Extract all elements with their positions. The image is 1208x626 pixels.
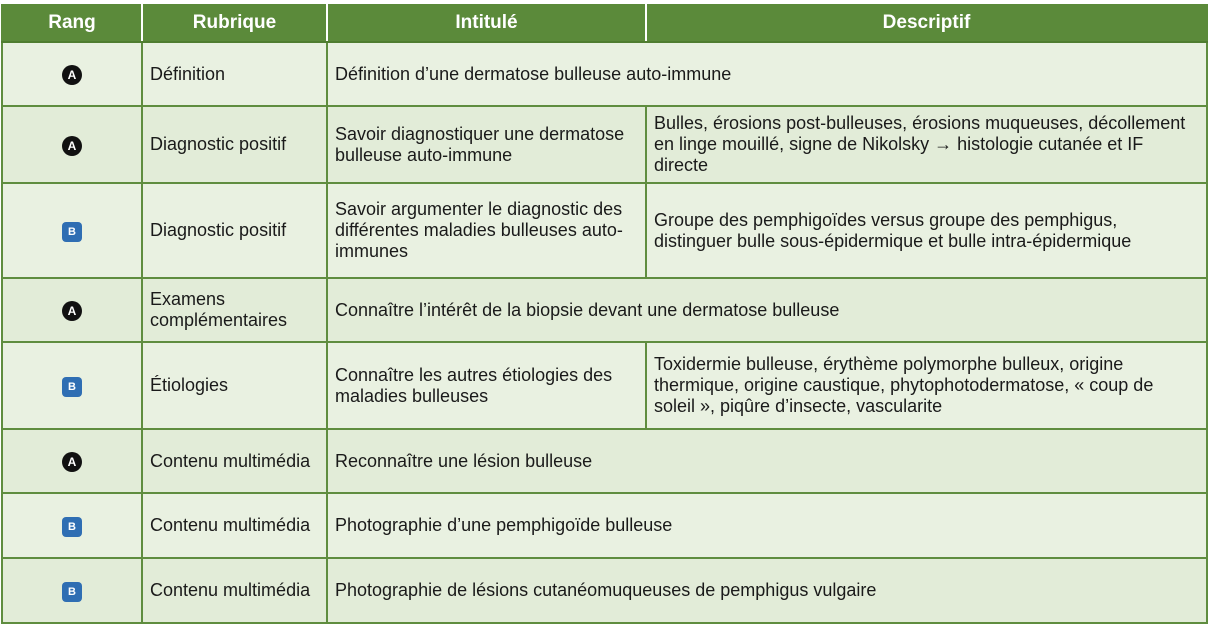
- rang-cell: [2, 183, 142, 278]
- table-row: [2, 106, 1207, 183]
- table-row: [2, 342, 1207, 429]
- table-row: [2, 183, 1207, 278]
- rubrique-cell: Examens complémentaires: [142, 278, 327, 342]
- descriptif-cell: Toxidermie bulleuse, érythème polymorphe bulleux, origine thermique, origine caustique, phytophotodermatose, « coup de soleil », piqûre d’insecte, vascularite: [646, 342, 1207, 429]
- rank-b-square-icon: B: [62, 377, 82, 397]
- rang-cell: [2, 106, 142, 183]
- table-row: [2, 493, 1207, 558]
- rang-cell: [2, 493, 142, 558]
- header-intitule: Intitulé: [327, 4, 646, 42]
- rank-b-square-icon: B: [62, 582, 82, 602]
- rubrique-cell: Définition: [142, 42, 327, 106]
- intitule-cell: Définition d’une dermatose bulleuse auto-immune: [327, 42, 1207, 106]
- header-row: [2, 4, 1207, 42]
- table-row: [2, 278, 1207, 342]
- rang-cell: [2, 342, 142, 429]
- rang-cell: [2, 42, 142, 106]
- rank-b-square-icon: B: [62, 222, 82, 242]
- table-row: [2, 429, 1207, 493]
- table-row: [2, 42, 1207, 106]
- rubrique-cell: Diagnostic positif: [142, 106, 327, 183]
- rank-a-circle-icon: A: [62, 65, 82, 85]
- header-descriptif: Descriptif: [646, 4, 1207, 42]
- rank-a-circle-icon: A: [62, 136, 82, 156]
- objectives-table: [1, 4, 1208, 624]
- rubrique-cell: Étiologies: [142, 342, 327, 429]
- table-body: [2, 42, 1207, 623]
- intitule-cell: Savoir diagnostiquer une dermatose bulleuse auto-immune: [327, 106, 646, 183]
- rubrique-cell: Contenu multimédia: [142, 429, 327, 493]
- descriptif-cell: Groupe des pemphigoïdes versus groupe des pemphigus, distinguer bulle sous-épidermique et bulle intra-épidermique: [646, 183, 1207, 278]
- rang-cell: [2, 558, 142, 623]
- intitule-cell: Connaître l’intérêt de la biopsie devant une dermatose bulleuse: [327, 278, 1207, 342]
- table-row: [2, 558, 1207, 623]
- rubrique-cell: Contenu multimédia: [142, 558, 327, 623]
- rubrique-cell: Contenu multimédia: [142, 493, 327, 558]
- intitule-cell: Photographie d’une pemphigoïde bulleuse: [327, 493, 1207, 558]
- intitule-cell: Photographie de lésions cutanéomuqueuses de pemphigus vulgaire: [327, 558, 1207, 623]
- header-rubrique: Rubrique: [142, 4, 327, 42]
- intitule-cell: Reconnaître une lésion bulleuse: [327, 429, 1207, 493]
- rank-a-circle-icon: A: [62, 452, 82, 472]
- rang-cell: [2, 429, 142, 493]
- rang-cell: [2, 278, 142, 342]
- descriptif-cell: Bulles, érosions post-bulleuses, érosions muqueuses, décollement en linge mouillé, signe de Nikolsky → histologie cutanée et IF directe: [646, 106, 1207, 183]
- intitule-cell: Savoir argumenter le diagnostic des différentes maladies bulleuses auto-immunes: [327, 183, 646, 278]
- header-rang: Rang: [2, 4, 142, 42]
- rubrique-cell: Diagnostic positif: [142, 183, 327, 278]
- rank-a-circle-icon: A: [62, 301, 82, 321]
- rank-b-square-icon: B: [62, 517, 82, 537]
- intitule-cell: Connaître les autres étiologies des maladies bulleuses: [327, 342, 646, 429]
